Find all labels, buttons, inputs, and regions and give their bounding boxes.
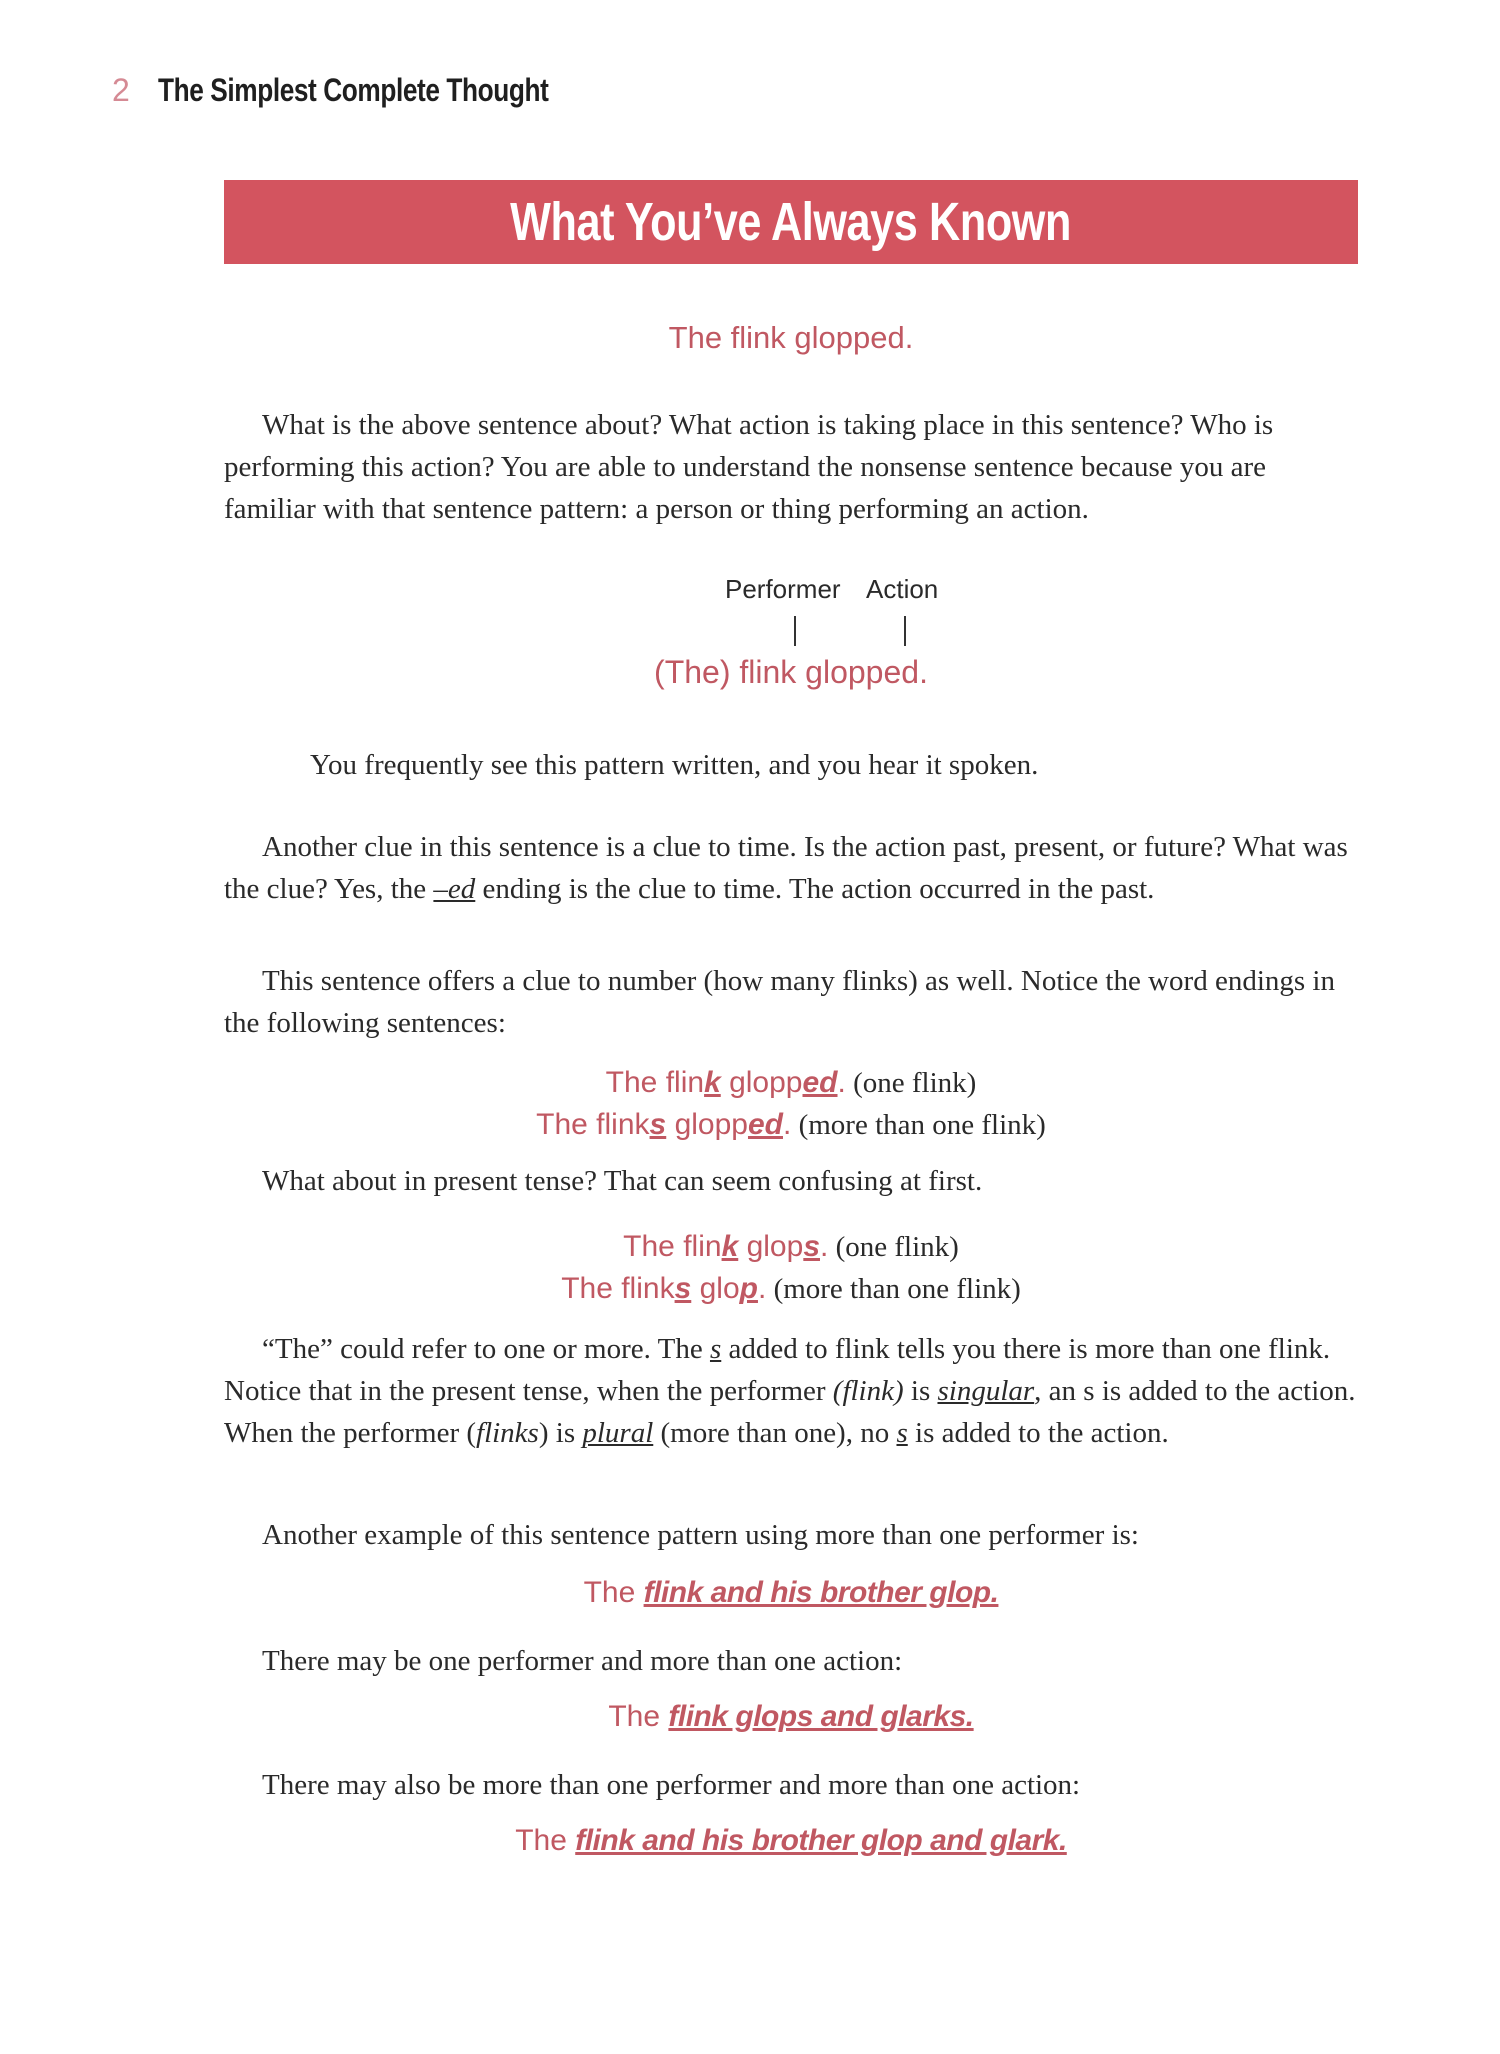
past-example-singular xyxy=(224,1066,1358,1100)
chapter-title: The Simplest Complete Thought xyxy=(157,72,549,108)
para6-underlined-s: s xyxy=(896,1417,908,1449)
para6-text: ) is xyxy=(538,1417,583,1449)
ex-text: . xyxy=(783,1108,792,1141)
para3-after: ending is the clue to time. The action occurred in the past. xyxy=(475,873,1155,905)
ex-text: . xyxy=(837,1066,846,1099)
para6-italic: flinks xyxy=(476,1417,539,1449)
ed-ending: –ed xyxy=(433,873,476,905)
ex-mark: s xyxy=(803,1230,820,1263)
paragraph-time-clue xyxy=(224,826,1358,910)
ex-mark: k xyxy=(704,1066,721,1099)
ex-text: glopp xyxy=(666,1108,748,1141)
diagram-sentence: (The) flink glopped. xyxy=(654,654,928,690)
para6-text: “The” could refer to one or more. The xyxy=(262,1333,710,1365)
ex-text: The flin xyxy=(605,1066,705,1099)
ex-lead: The xyxy=(515,1824,576,1857)
running-head xyxy=(112,72,634,109)
paragraph-number-clue: This sentence offers a clue to number (how many flinks) as well. Notice the word endings in the following sentences: xyxy=(224,965,1335,1039)
performer-tick xyxy=(794,616,796,646)
ex-text: . xyxy=(820,1230,829,1263)
ex-mark: ed xyxy=(802,1066,838,1099)
section-banner xyxy=(224,180,1358,264)
action-label: Action xyxy=(866,574,939,604)
lead-sentence: The flink glopped. xyxy=(668,320,914,355)
paragraph-intro: What is the above sentence about? What action is taking place in this sentence? Who is performing this action? You are able to understand the nonsense sentence because you are familiar with that sentence pattern: a person or thing performing an action. xyxy=(224,409,1274,525)
ex-emphasis: flink and his brother glop and glark. xyxy=(575,1824,1067,1857)
ex-text: . xyxy=(757,1272,767,1305)
ex-text: glop xyxy=(738,1230,804,1263)
para6-italic: (flink) xyxy=(832,1375,904,1407)
paragraph-present-tense: What about in present tense? That can seem confusing at first. xyxy=(262,1165,983,1197)
section-title: What You’ve Always Known xyxy=(510,192,1072,252)
para6-text: (more than one), no xyxy=(653,1417,897,1449)
para6-text: is xyxy=(903,1375,938,1407)
ex-text: The flin xyxy=(623,1230,722,1263)
ex-text: The flink xyxy=(561,1272,675,1305)
singular-term: singular xyxy=(937,1375,1035,1407)
ex-note: (more than one flink) xyxy=(766,1273,1021,1305)
present-example-plural xyxy=(224,1272,1358,1306)
ex-lead: The xyxy=(608,1700,669,1733)
example-multi-performer xyxy=(224,1576,1358,1610)
para6-text: added to flink tells you there is more than one flink. Notice that in the present tense, when the performer xyxy=(224,1333,1331,1407)
ex-note: (one flink) xyxy=(828,1231,959,1263)
action-tick xyxy=(904,616,906,646)
ex-note: (one flink) xyxy=(845,1067,977,1099)
performer-label: Performer xyxy=(725,574,841,604)
para3-before: Another clue in this sentence is a clue to time. Is the action past, present, or future? What was the clue? Yes, the xyxy=(224,831,1348,905)
ex-mark: s xyxy=(649,1108,667,1141)
para6-text: , an s is added to the action. When the performer ( xyxy=(224,1375,1356,1449)
plural-term: plural xyxy=(582,1417,654,1449)
ex-text: glopp xyxy=(720,1066,803,1099)
page-number: 2 xyxy=(112,72,130,108)
past-example-plural xyxy=(224,1108,1358,1142)
paragraph-more-performers: Another example of this sentence pattern using more than one performer is: xyxy=(262,1519,1139,1551)
ex-note: (more than one flink) xyxy=(791,1109,1046,1141)
paragraph-more-actions: There may be one performer and more than one action: xyxy=(262,1645,903,1677)
ex-emphasis: flink glops and glarks. xyxy=(668,1700,974,1733)
paragraph-pattern: You frequently see this pattern written, and you hear it spoken. xyxy=(310,749,1039,781)
paragraph-singular-plural xyxy=(224,1328,1358,1454)
ex-mark: k xyxy=(721,1230,739,1263)
present-example-singular xyxy=(224,1230,1358,1264)
ex-mark: p xyxy=(739,1272,758,1305)
ex-text: The flink xyxy=(536,1108,650,1141)
ex-lead: The xyxy=(583,1576,644,1609)
para6-text: is added to the action. xyxy=(907,1417,1169,1449)
paragraph-both: There may also be more than one performer and more than one action: xyxy=(262,1769,1081,1801)
ex-emphasis: flink and his brother glop. xyxy=(643,1576,999,1609)
example-both xyxy=(224,1824,1358,1858)
ex-text: glo xyxy=(691,1272,740,1305)
ex-mark: s xyxy=(674,1272,692,1305)
example-multi-action xyxy=(224,1700,1358,1734)
para6-underlined-s: s xyxy=(709,1333,722,1365)
ex-mark: ed xyxy=(747,1108,783,1141)
